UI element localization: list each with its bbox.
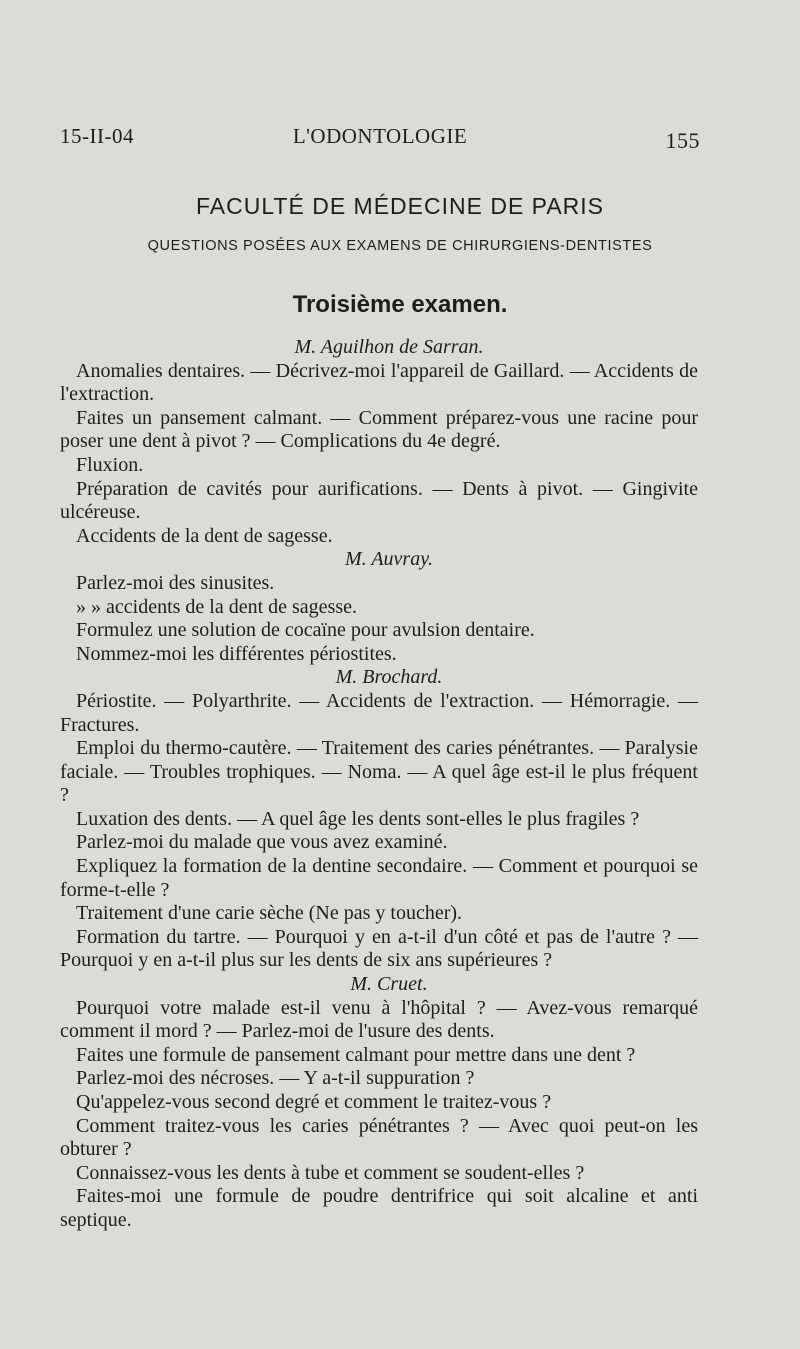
question-paragraph: » » accidents de la dent de sagesse.: [76, 595, 358, 618]
running-header: [60, 120, 700, 156]
page-number: 155: [665, 128, 700, 153]
question-paragraph: Formation du tartre. — Pourquoi y en a-t-il d'un côté et pas de l'autre ? — Pourquoi y en a-t-il plus sur les dents de six ans supérieures ?: [60, 925, 698, 972]
examiner-name: M. Cruet.: [350, 973, 428, 996]
question-paragraph: Parlez-moi du malade que vous avez examiné.: [76, 831, 448, 854]
question-paragraph: Faites un pansement calmant. — Comment préparez-vous une racine pour poser une dent à pivot ? — Complications du 4e degré.: [60, 406, 698, 453]
issue-date: 15-II-04: [60, 124, 134, 148]
question-paragraph: Expliquez la formation de la dentine secondaire. — Comment et pourquoi se forme-t-elle ?: [60, 855, 698, 901]
journal-title: L'ODONTOLOGIE: [292, 124, 468, 148]
examiner-name: M. Aguilhon de Sarran.: [294, 336, 484, 358]
questions-body: [60, 336, 698, 1233]
section-title: Troisième examen.: [292, 291, 508, 318]
question-paragraph: Traitement d'une carie sèche (Ne pas y toucher).: [76, 902, 463, 925]
question-paragraph: Parlez-moi des sinusites.: [76, 571, 275, 594]
question-paragraph: Formulez une solution de cocaïne pour avulsion dentaire.: [76, 619, 535, 642]
question-paragraph: Parlez-moi des nécroses. — Y a-t-il suppuration ?: [76, 1067, 475, 1090]
examiner-block: [60, 666, 698, 973]
question-paragraph: Comment traitez-vous les caries pénétrantes ? — Avec quoi peut-on les obturer ?: [60, 1114, 698, 1161]
question-paragraph: Emploi du thermo-cautère. — Traitement des caries pénétrantes. — Paralysie faciale. — Troubles trophiques. — Noma. — A quel âge est-il le plus fréquent ?: [60, 737, 698, 807]
page-title: FACULTÉ DE MÉDECINE DE PARIS: [196, 193, 604, 219]
question-paragraph: Préparation de cavités pour aurifications. — Dents à pivot. — Gingivite ulcéreuse.: [60, 477, 698, 524]
examiner-name: M. Auvray.: [345, 548, 433, 571]
question-paragraph: Faites-moi une formule de poudre dentrifrice qui soit alcaline et anti septique.: [60, 1185, 698, 1231]
question-paragraph: Fluxion.: [76, 453, 144, 476]
question-paragraph: Qu'appelez-vous second degré et comment le traitez-vous ?: [76, 1091, 552, 1113]
question-paragraph: Anomalies dentaires. — Décrivez-moi l'appareil de Gaillard. — Accidents de l'extraction.: [60, 359, 698, 406]
examiner-block: [60, 336, 698, 548]
question-paragraph: Connaissez-vous les dents à tube et comment se soudent-elles ?: [76, 1161, 585, 1184]
page-subtitle: QUESTIONS POSÉES AUX EXAMENS DE CHIRURGIENS-DENTISTES: [147, 238, 653, 254]
question-paragraph: Faites une formule de pansement calmant pour mettre dans une dent ?: [76, 1043, 636, 1066]
examiner-block: [60, 548, 698, 666]
question-paragraph: Nommez-moi les différentes périostites.: [76, 642, 397, 665]
question-paragraph: Accidents de la dent de sagesse.: [76, 524, 333, 547]
examiner-name: M. Brochard.: [335, 666, 443, 689]
question-paragraph: Luxation des dents. — A quel âge les dents sont-elles le plus fragiles ?: [76, 807, 640, 830]
question-paragraph: Pourquoi votre malade est-il venu à l'hôpital ? — Avez-vous remarqué comment il mord ? — Parlez-moi de l'usure des dents.: [60, 996, 698, 1043]
question-paragraph: Périostite. — Polyarthrite. — Accidents de l'extraction. — Hémorragie. — Fractures.: [60, 689, 698, 736]
examiner-block: [60, 973, 698, 1233]
